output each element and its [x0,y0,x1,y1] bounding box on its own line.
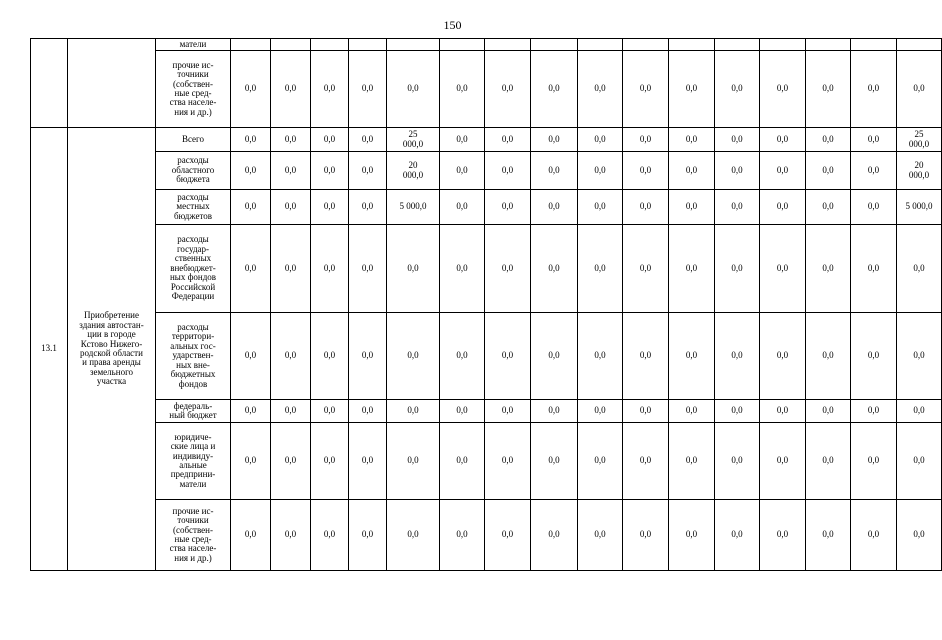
table-row [31,190,942,225]
value-cell: 0,0 [531,500,578,571]
value-cell: 0,0 [806,128,851,152]
value-cell: 0,0 [623,225,669,313]
value-cell: 0,0 [531,400,578,423]
value-cell: 0,0 [623,152,669,190]
item-number: 13.1 [31,128,68,571]
value-cell: 0,0 [578,423,623,500]
value-cell: 0,0 [440,400,485,423]
source-label: Всего [156,128,231,152]
value-cell: 0,0 [623,500,669,571]
table-row [31,225,942,313]
value-cell: 0,0 [715,400,760,423]
value-cell: 0,0 [578,500,623,571]
value-cell: 0,0 [485,225,531,313]
source-label: расходы местных бюджетов [156,190,231,225]
value-cell: 0,0 [715,500,760,571]
value-cell: 0,0 [271,225,311,313]
value-cell: 0,0 [760,152,806,190]
table-row [31,500,942,571]
value-cell: 0,0 [485,190,531,225]
value-cell-empty [349,39,387,51]
table-row [31,400,942,423]
value-cell: 0,0 [231,500,271,571]
value-cell: 0,0 [760,190,806,225]
value-cell: 0,0 [851,128,897,152]
value-cell: 0,0 [271,152,311,190]
value-cell: 0,0 [851,225,897,313]
value-cell: 0,0 [851,423,897,500]
value-cell: 0,0 [271,313,311,400]
value-cell: 0,0 [349,51,387,128]
value-cell-empty [715,39,760,51]
value-cell: 0,0 [760,500,806,571]
value-cell: 0,0 [578,190,623,225]
value-cell: 0,0 [806,152,851,190]
source-label: расходы территори- альных гос- ударствен- ных вне- бюджетных фондов [156,313,231,400]
value-cell: 0,0 [623,423,669,500]
table-row [31,39,942,51]
value-cell: 0,0 [715,313,760,400]
value-cell: 5 000,0 [387,190,440,225]
value-cell: 0,0 [231,225,271,313]
value-cell: 0,0 [623,400,669,423]
value-cell: 0,0 [578,51,623,128]
value-cell: 0,0 [311,500,349,571]
value-cell: 0,0 [851,400,897,423]
value-cell: 0,0 [669,190,715,225]
value-cell: 0,0 [349,190,387,225]
source-label: расходы государ- ственных внебюджет- ных фондов Российской Федерации [156,225,231,313]
value-cell: 0,0 [349,152,387,190]
value-cell: 0,0 [387,225,440,313]
value-cell: 0,0 [851,190,897,225]
value-cell: 5 000,0 [897,190,942,225]
value-cell: 25 000,0 [387,128,440,152]
value-cell: 0,0 [715,225,760,313]
value-cell: 0,0 [387,51,440,128]
value-cell: 0,0 [485,313,531,400]
value-cell: 0,0 [669,152,715,190]
value-cell: 0,0 [311,51,349,128]
value-cell: 0,0 [715,128,760,152]
value-cell: 0,0 [531,152,578,190]
value-cell: 0,0 [440,152,485,190]
value-cell: 0,0 [851,152,897,190]
value-cell: 0,0 [806,423,851,500]
value-cell: 0,0 [578,313,623,400]
value-cell: 0,0 [531,51,578,128]
source-label: прочие ис- точники (собствен- ные сред- ства населе- ния и др.) [156,500,231,571]
value-cell: 0,0 [231,423,271,500]
value-cell: 0,0 [349,423,387,500]
value-cell: 0,0 [531,190,578,225]
value-cell: 0,0 [485,128,531,152]
value-cell: 0,0 [897,400,942,423]
value-cell: 0,0 [623,128,669,152]
value-cell: 0,0 [440,225,485,313]
value-cell: 0,0 [485,152,531,190]
value-cell: 0,0 [387,500,440,571]
value-cell: 0,0 [806,190,851,225]
value-cell: 0,0 [806,313,851,400]
value-cell: 0,0 [578,128,623,152]
value-cell: 0,0 [440,500,485,571]
value-cell: 0,0 [578,152,623,190]
value-cell: 0,0 [311,128,349,152]
value-cell: 0,0 [623,313,669,400]
value-cell: 0,0 [271,51,311,128]
source-label: расходы областного бюджета [156,152,231,190]
page-number: 150 [443,18,462,32]
value-cell: 0,0 [851,51,897,128]
value-cell: 0,0 [349,500,387,571]
value-cell-empty [760,39,806,51]
value-cell: 0,0 [531,313,578,400]
value-cell: 0,0 [623,190,669,225]
value-cell: 0,0 [578,400,623,423]
value-cell: 0,0 [387,313,440,400]
table-row [31,423,942,500]
value-cell: 0,0 [231,400,271,423]
value-cell: 0,0 [231,128,271,152]
value-cell-empty [623,39,669,51]
value-cell: 20 000,0 [387,152,440,190]
source-label: юридиче- ские лица и индивиду- альные предприни- матели [156,423,231,500]
value-cell: 0,0 [806,400,851,423]
value-cell: 0,0 [897,225,942,313]
value-cell-empty [531,39,578,51]
value-cell: 25 000,0 [897,128,942,152]
value-cell-empty [897,39,942,51]
value-cell-empty [806,39,851,51]
value-cell: 0,0 [760,51,806,128]
value-cell: 0,0 [349,225,387,313]
item-name: Приобретение здания автостан- ции в городе Кстово Нижего- родской области и права аренды земельного участка [68,128,156,571]
value-cell: 0,0 [715,423,760,500]
source-label: матели [156,39,231,51]
value-cell-empty [387,39,440,51]
value-cell-empty [669,39,715,51]
value-cell: 0,0 [669,500,715,571]
value-cell: 0,0 [311,400,349,423]
value-cell: 0,0 [231,190,271,225]
value-cell: 0,0 [760,400,806,423]
value-cell: 0,0 [485,51,531,128]
table-row [31,313,942,400]
number-cell-empty [31,39,68,128]
value-cell: 0,0 [311,152,349,190]
value-cell: 0,0 [669,128,715,152]
value-cell: 0,0 [311,313,349,400]
value-cell: 0,0 [387,423,440,500]
table-row [31,128,942,152]
value-cell-empty [231,39,271,51]
value-cell: 0,0 [231,51,271,128]
value-cell: 0,0 [531,128,578,152]
value-cell: 0,0 [440,313,485,400]
value-cell-empty [271,39,311,51]
value-cell: 0,0 [271,400,311,423]
value-cell: 0,0 [311,225,349,313]
value-cell-empty [578,39,623,51]
value-cell: 0,0 [669,400,715,423]
value-cell: 0,0 [760,225,806,313]
value-cell: 0,0 [349,400,387,423]
name-cell-empty [68,39,156,128]
value-cell: 0,0 [669,423,715,500]
value-cell: 0,0 [806,51,851,128]
table-row [31,152,942,190]
value-cell: 0,0 [715,152,760,190]
value-cell: 0,0 [271,190,311,225]
value-cell: 0,0 [349,313,387,400]
value-cell: 0,0 [231,152,271,190]
value-cell-empty [311,39,349,51]
value-cell: 0,0 [387,400,440,423]
value-cell: 0,0 [715,190,760,225]
value-cell-empty [851,39,897,51]
value-cell: 0,0 [440,51,485,128]
value-cell: 0,0 [440,128,485,152]
value-cell: 0,0 [311,423,349,500]
value-cell: 0,0 [851,500,897,571]
value-cell: 20 000,0 [897,152,942,190]
value-cell: 0,0 [485,400,531,423]
value-cell: 0,0 [897,423,942,500]
value-cell: 0,0 [760,313,806,400]
value-cell: 0,0 [897,500,942,571]
value-cell: 0,0 [311,190,349,225]
value-cell: 0,0 [440,190,485,225]
value-cell: 0,0 [349,128,387,152]
value-cell: 0,0 [715,51,760,128]
value-cell: 0,0 [485,423,531,500]
table-row [31,51,942,128]
value-cell: 0,0 [760,128,806,152]
value-cell-empty [485,39,531,51]
value-cell: 0,0 [806,500,851,571]
value-cell: 0,0 [231,313,271,400]
value-cell: 0,0 [806,225,851,313]
value-cell: 0,0 [851,313,897,400]
value-cell: 0,0 [669,51,715,128]
value-cell: 0,0 [578,225,623,313]
value-cell: 0,0 [897,51,942,128]
value-cell: 0,0 [440,423,485,500]
value-cell: 0,0 [897,313,942,400]
value-cell: 0,0 [531,423,578,500]
value-cell: 0,0 [271,423,311,500]
value-cell: 0,0 [271,128,311,152]
value-cell: 0,0 [760,423,806,500]
value-cell: 0,0 [485,500,531,571]
value-cell: 0,0 [271,500,311,571]
budget-table [30,38,942,571]
source-label: федераль- ный бюджет [156,400,231,423]
value-cell: 0,0 [669,225,715,313]
value-cell: 0,0 [669,313,715,400]
source-label: прочие ис- точники (собствен- ные сред- ства населе- ния и др.) [156,51,231,128]
value-cell: 0,0 [623,51,669,128]
value-cell: 0,0 [531,225,578,313]
value-cell-empty [440,39,485,51]
